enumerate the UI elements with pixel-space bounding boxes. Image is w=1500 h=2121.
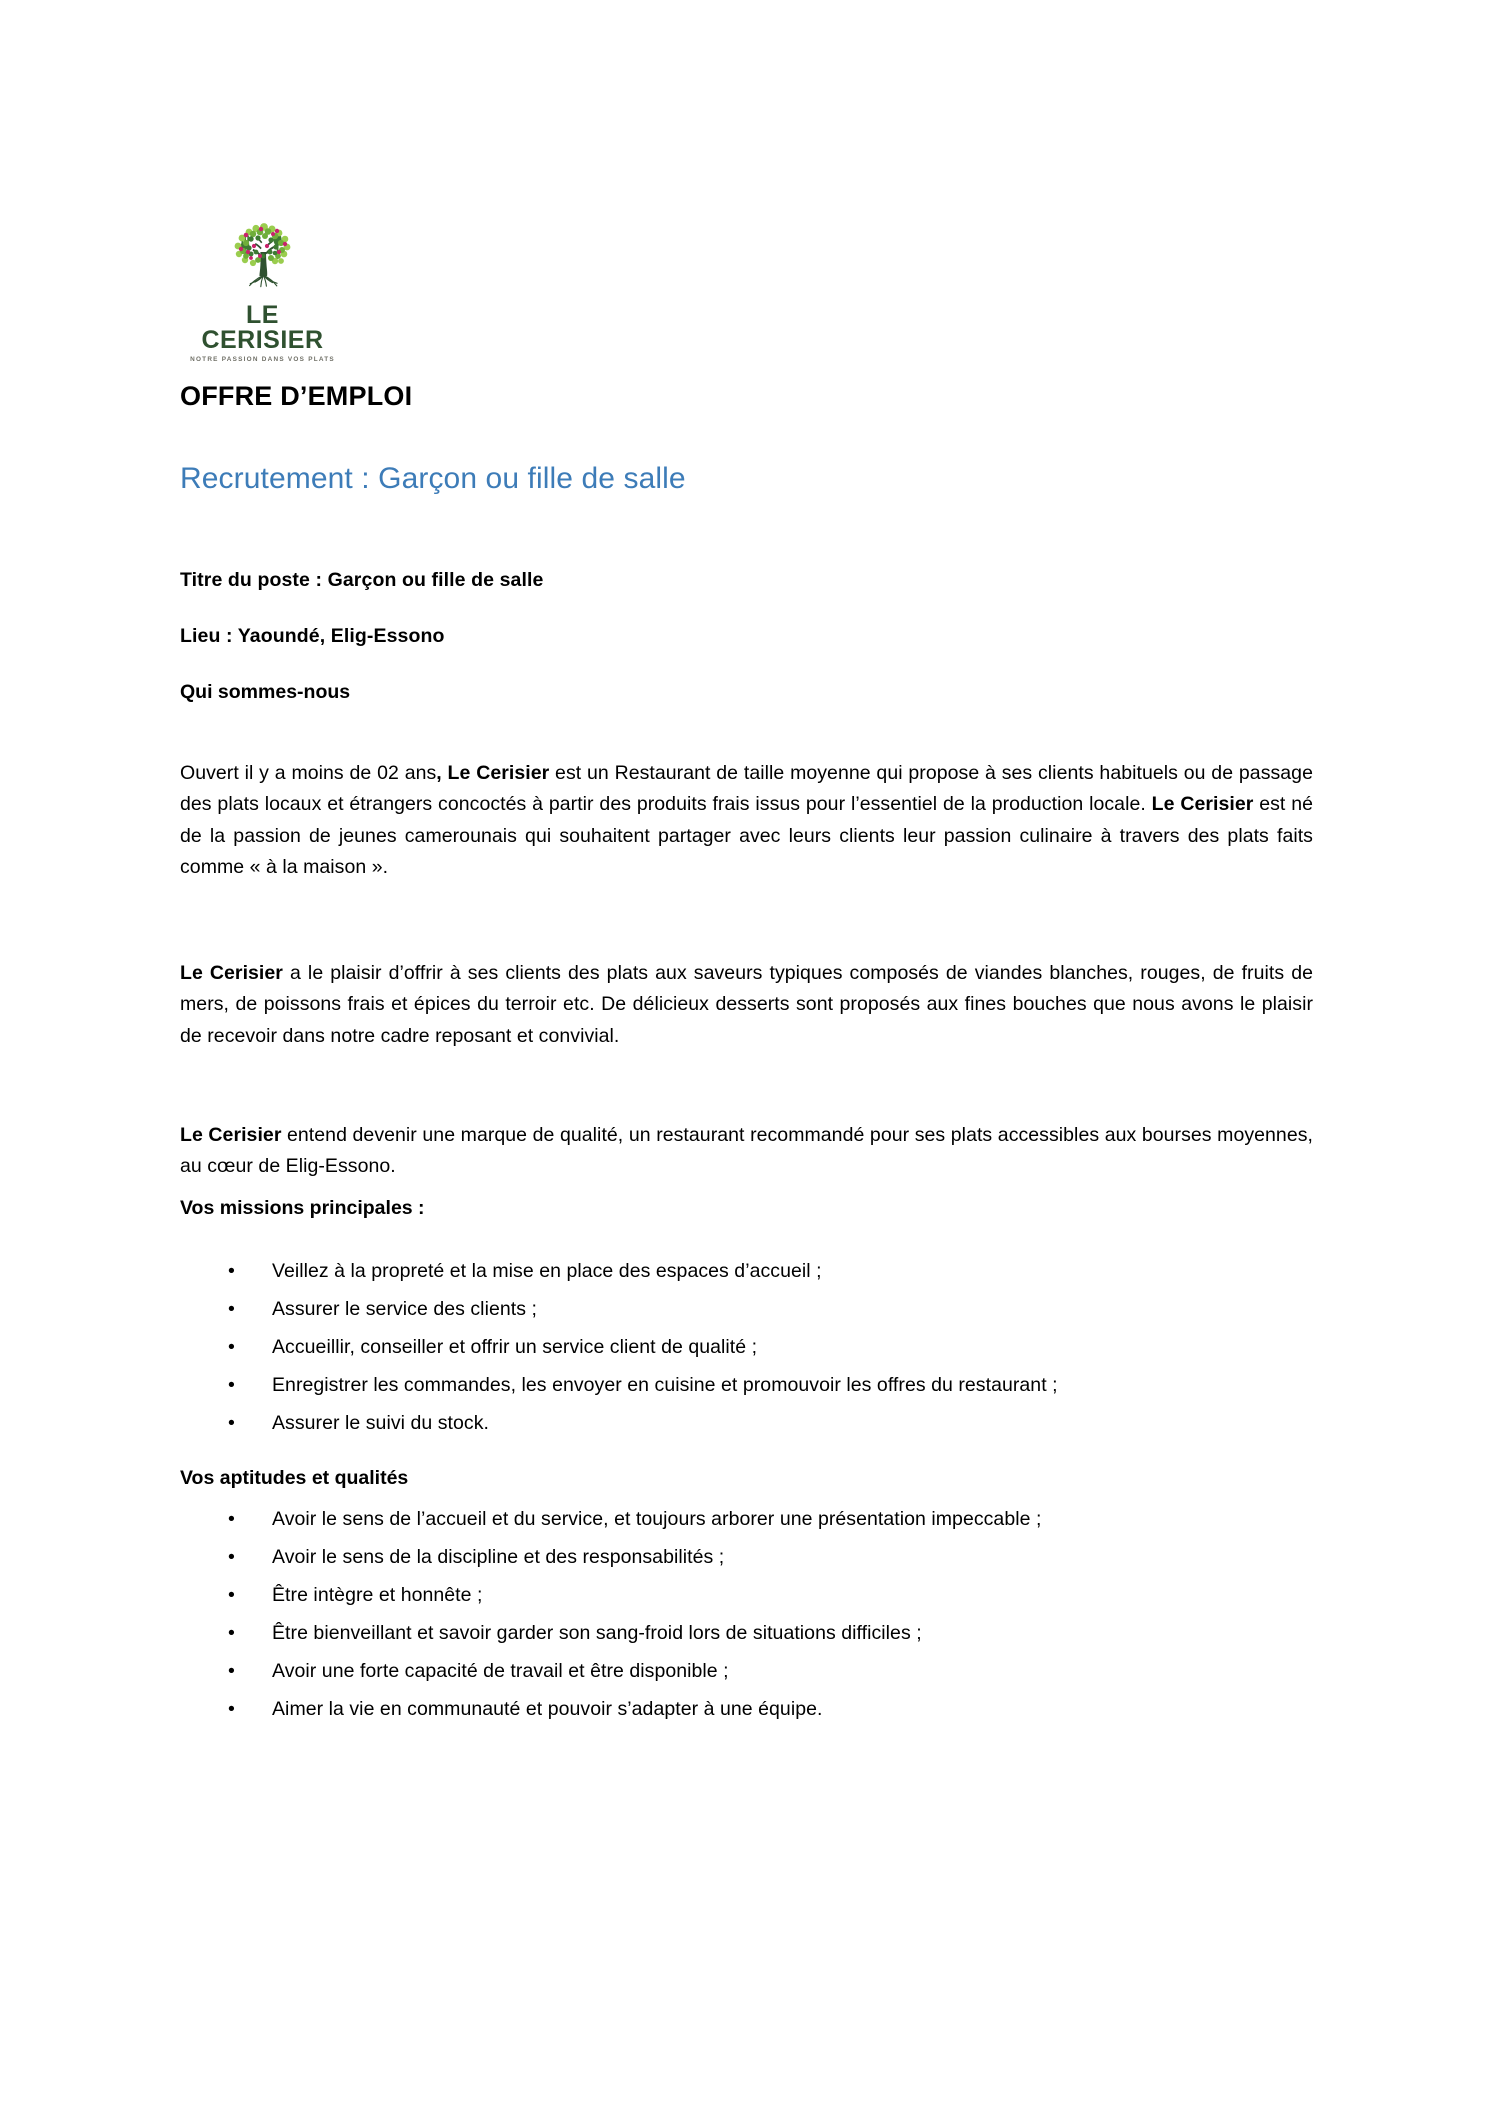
page-subtitle: Recrutement : Garçon ou fille de salle	[180, 462, 686, 495]
list-item-label: Accueillir, conseiller et offrir un service client de qualité ;	[272, 1336, 758, 1358]
list-item-label: Aimer la vie en communauté et pouvoir s’adapter à une équipe.	[272, 1698, 823, 1720]
list-item-label: Être bienveillant et savoir garder son sang-froid lors de situations difficiles ;	[272, 1622, 922, 1644]
job-title-line: Titre du poste : Garçon ou fille de salle	[180, 569, 544, 591]
bullet-icon: •	[228, 1336, 235, 1358]
paragraph-run: est un Restaurant de taille moyenne qui propose à ses clients habituels ou de passage des plats locaux et étrangers concoctés à partir des produits frais issus pour l’essentiel de la production locale.	[180, 761, 1313, 815]
list-item	[180, 1252, 1313, 1290]
list-item-label: Être intègre et honnête ;	[272, 1584, 483, 1606]
paragraph-run: est né de la passion de jeunes camerounais qui souhaitent partager avec leurs clients leur passion culinaire à travers des plats faits comme « à la maison ».	[180, 793, 1314, 878]
list-item	[180, 1614, 1313, 1652]
list-item-label: Assurer le service des clients ;	[272, 1298, 537, 1320]
list-item-label: Veillez à la propreté et la mise en place des espaces d’accueil ;	[272, 1260, 822, 1282]
brand-name: Le Cerisier	[1151, 793, 1254, 815]
section-heading-about: Qui sommes-nous	[180, 681, 351, 703]
bullet-icon: •	[228, 1298, 235, 1320]
paragraph-run: Ouvert il y a moins de 02 ans	[180, 761, 437, 784]
list-item	[180, 1366, 1313, 1404]
bullet-icon: •	[228, 1508, 235, 1530]
brand-name: , Le Cerisier	[436, 761, 550, 784]
bullet-icon: •	[228, 1698, 235, 1720]
list-item-label: Enregistrer les commandes, les envoyer en cuisine et promouvoir les offres du restaurant ;	[272, 1374, 1058, 1396]
list-item	[180, 1500, 1313, 1538]
list-item	[180, 1290, 1313, 1328]
about-paragraph-2	[180, 958, 1313, 1053]
list-item-label: Avoir le sens de la discipline et des responsabilités ;	[272, 1546, 725, 1568]
list-item	[180, 1404, 1313, 1442]
bullet-icon: •	[228, 1260, 235, 1282]
section-heading-aptitudes: Vos aptitudes et qualités	[180, 1467, 409, 1489]
paragraph-run: entend devenir une marque de qualité, un restaurant recommandé pour ses plats accessibles aux bourses moyennes, au cœur de Elig-Essono.	[180, 1123, 1313, 1177]
paragraph-run: a le plaisir d’offrir à ses clients des plats aux saveurs typiques composés de viandes blanches, rouges, de fruits de mers, de poissons frais et épices du terroir etc. De délicieux desserts sont proposés aux fines bouches que nous avons le plaisir de recevoir dans notre cadre reposant et convivial.	[180, 961, 1313, 1047]
company-logo	[185, 222, 340, 363]
brand-name: Le Cerisier	[180, 961, 283, 984]
list-item	[180, 1690, 1313, 1728]
page-title: OFFRE D’EMPLOI	[180, 381, 413, 411]
list-item	[180, 1328, 1313, 1366]
bullet-icon: •	[228, 1660, 235, 1682]
logo-wordmark: LE CERISIER	[201, 301, 324, 354]
bullet-icon: •	[228, 1546, 235, 1568]
list-item	[180, 1538, 1313, 1576]
list-item	[180, 1652, 1313, 1690]
bullet-icon: •	[228, 1622, 235, 1644]
bullet-icon: •	[228, 1412, 235, 1434]
about-paragraph-1	[180, 758, 1313, 884]
bullet-icon: •	[228, 1584, 235, 1606]
bullet-icon: •	[228, 1374, 235, 1396]
list-item-label: Avoir une forte capacité de travail et être disponible ;	[272, 1660, 729, 1682]
list-item	[180, 1576, 1313, 1614]
logo-tagline: NOTRE PASSION DANS VOS PLATS	[190, 356, 335, 363]
aptitudes-list	[180, 1500, 1313, 1728]
list-item-label: Avoir le sens de l’accueil et du service, et toujours arborer une présentation impeccable ;	[272, 1508, 1042, 1530]
missions-list	[180, 1252, 1313, 1442]
list-item-label: Assurer le suivi du stock.	[272, 1412, 489, 1434]
cherry-tree-icon	[215, 222, 311, 302]
brand-name: Le Cerisier	[180, 1123, 282, 1146]
section-heading-missions: Vos missions principales :	[180, 1197, 425, 1219]
about-paragraph-3	[180, 1120, 1313, 1183]
job-location-line: Lieu : Yaoundé, Elig-Essono	[180, 625, 445, 647]
